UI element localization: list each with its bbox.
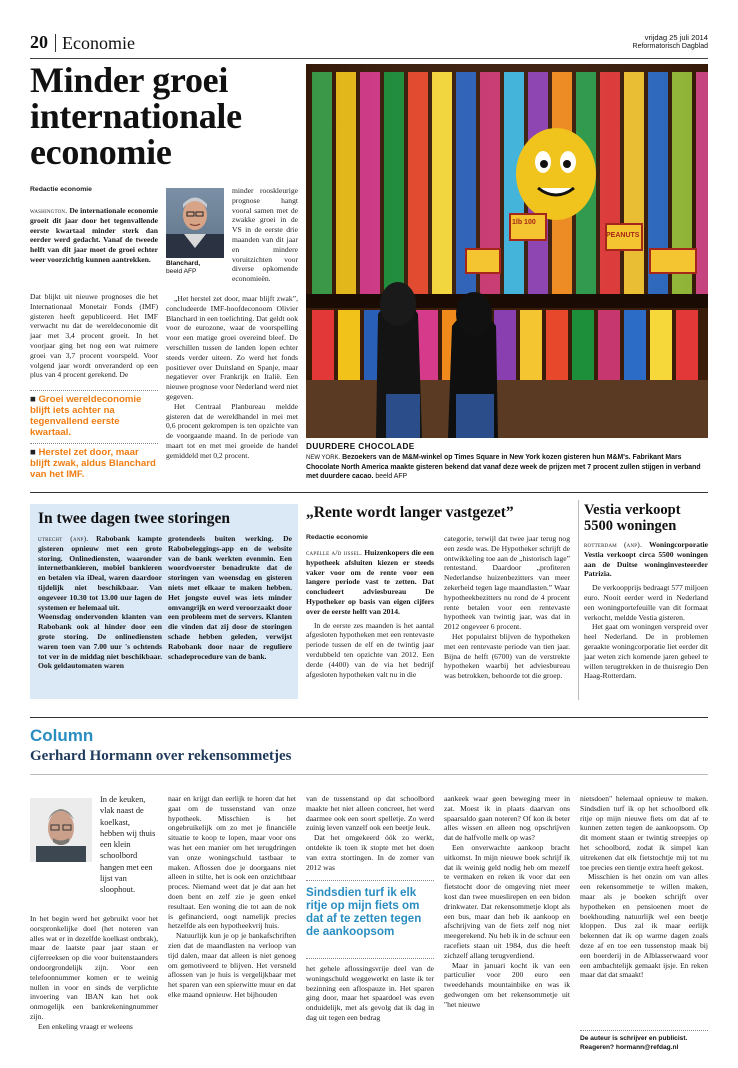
column-col-5: nietsdoen" helemaal opnieuw te maken. Sindsdien turf ik op het schoolbord elk ritje op mijn nieuwe fiets om dat af te kunnen zetten tegen de aankoopsom. Op dit moment staan er twintig streepjes op het schoolbord, zodat ik simpel kan uitrekenen dat elk fietstochtje mij tot nu toe precies een tientje extra heeft gekost. Misschien is het onzin om van alles een rekensommetje te willen maken, maar als je boeken schrijft over hypotheken en pensioenen moet de boekhouding natuurlijk wel een beetje kloppen. Dus zal ik maar eerlijk bekennen dat ik op warme dagen zoals deze af en toe een tussenstop maak bij een boerderij in de Alblasserwaard voor een ambachtelijk gemaakt ijsje. En reken maar dat dat smaakt!	[580, 794, 708, 980]
main-byline: Redactie economie	[30, 186, 92, 193]
rente-col-2: categorie, terwijl dat twee jaar terug nog een zesde was. De Hypotheker schrijft de ontwikkeling toe aan de „historisch lage” rentestand. Daardoor „profiteren Nederlandse huizenbezitters van meer zekerheid tegen lage maandlasten.” Waar hypotheekbezitters nu rond de 4 procent rente betalen voor een rentevaste hypotheek van twintig jaar, was dat in 2012 ongeveer 6 procent. Het populairst blijven de hypotheken met een rentevaste periode van tien jaar. Bijna de helft (6700) van de verstrekte hypotheken waarbij het adviesbureau was betrokken, behoorde tot die groep.	[444, 534, 570, 681]
rente-byline: Redactie economie	[306, 534, 368, 541]
portrait-illustration	[166, 188, 224, 258]
main-lead: washington. De internationale economie groeit dit jaar door het tegenvallende eerste kwartaal minder sterk dan eerder werd gedacht. Vanaf de tweede helft van dit jaar moet de groei echter weer voorzichtig kunnen aantrekken.	[30, 206, 159, 264]
photo-caption-title: DUURDERE CHOCOLADE	[306, 442, 415, 451]
bullet-1: ■ Groei wereldeconomie blijft iets achter na tegenvallend eerste kwartaal.	[30, 394, 142, 438]
storingen-col-2: grotendeels buiten werking. De Rabobeleggings-app en de website van de bank werkten evenmin. Een woordvoerster benadrukte dat de storingen van woensdag en gisteren niets met elkaar te maken hebben. Het jongste euvel was iets minder omvangrijk en werd veroorzaakt door een probleem met de servers. Klanten die vinden dat zij door de storingen schade hebben geleden, verwijst Rabobank door naar de reguliere schadeprocedure van de bank.	[168, 534, 292, 661]
vestia-body: rotterdam (anp). Woningcorporatie Vestia verkoopt circa 5500 woningen aan de Duitse woninginvesteerder Patrizia. De verkoopprijs bedraagt 577 miljoen euro. Nooit eerder werd in Nederland een woningportefeuille van dit formaat verkocht, meldde Vestia gisteren. Het gaat om woningen verspreid over heel Nederland. De in problemen geraakte woningcorporatie liet eerder dit jaar weten zich komende jaren geheel te willen terugtrekken in de thuisregio Den Haag-Rotterdam.	[584, 540, 708, 681]
bin-label-2: PEANUTS	[606, 232, 640, 239]
column-col-3b: het gehele aflossingsvrije deel van de woningschuld weggewerkt en laste ik ter bezinning een aflospauze in. Het sparen ging door, maar het spaardoel was even onduidelijk, met als gevolg dat ik dag in dag uit tegen een bedrag	[306, 964, 434, 1022]
column-footer: De auteur is schrijver en publicist. Reageren? hormann@refdag.nl	[580, 1035, 688, 1051]
vestia-headline: Vestia verkoopt 5500 woningen	[584, 502, 681, 534]
rente-col-1: capelle a/d ijssel. Huizenkopers die een hypotheek afsluiten kiezen er steeds vaker voor om de rente voor een langere periode vast te zetten. Dat concludeert adviesbureau De Hypotheker op basis van eigen cijfers over de eerste helft van 2014. In de eerste zes maanden is het aantal afgesloten hypotheken met een rentevaste periode tussen de elf en de twintig jaar verdubbeld ten opzichte van 2012. Een derde (4400) van de via het bedrijf afgesloten hypotheken valt nu in die	[306, 548, 434, 679]
column-headline: Gerhard Hormann over rekensommetjes	[30, 748, 292, 764]
blanchard-caption: Blanchard, beeld AFP	[166, 260, 201, 275]
section-title: Economie	[62, 33, 135, 53]
header-date: vrijdag 25 juli 2014	[644, 33, 708, 42]
main-body-1: Dat blijkt uit nieuwe prognoses die het Internationaal Monetair Fonds (IMF) gisteren heeft gepubliceerd. Het IMF verwacht nu dat de wereldeconomie dit jaar met 3,4 procent groeit. In het voorjaar ging het nog een wat ruimere groei van 3,7 procent voorspeld. Voor volgend jaar wordt onveranderd op een plus van 4 procent gerekend. De	[30, 292, 158, 380]
hormann-illustration	[30, 798, 92, 862]
page-header	[30, 30, 708, 58]
main-headline: Minder groei internationale economie	[30, 60, 242, 172]
mm-store-photo	[306, 64, 708, 438]
rente-headline: „Rente wordt langer vastgezet”	[306, 504, 514, 521]
mm-illustration	[306, 64, 708, 438]
column-pull-quote: Sindsdien turf ik elk ritje op mijn fiets om dat af te zetten tegen de aankoopsom	[306, 886, 422, 938]
photo-caption: DUURDERE CHOCOLADE NEW YORK. Bezoekers van de M&M-winkel op Times Square in New York kozen gisteren hun M&M's. Fabrikant Mars Chocolate North America maakte gisteren bekend dat vanaf deze week de prijzen met 7 procent zullen stijgen in verband met duurdere cacao. beeld AFP	[306, 442, 708, 481]
column-col-1: In het begin werd het gebruikt voor het oorspronkelijke doel (het noteren van alles wat er in dezelfde koelkast ontbrak), maar de laatste paar jaar staan er cijferreeksen op die voor buitenstaanders ondoorgrondelijk zijn. Voor een telefoonnummer komen er te weinig nullen in voor en sinds de verplichte invoering van IBAN kan het ook onmogelijk een bankrekeningnummer zijn. Een enkeling vraagt er weleens	[30, 914, 158, 1031]
column-label: Column	[30, 726, 94, 745]
blanchard-photo	[166, 188, 224, 258]
hormann-photo	[30, 798, 92, 862]
column-col-2: naar en krijgt dan eerlijk te horen dat het gaat om de tussenstand van onze hypotheek. Misschien is het ongebruikelijk om zo met je financiële situatie te koop te lopen, maar voor ons was het een manier om het terugdringen van onze woningschuld tastbaar te maken. Aflossen doe je doorgaans niet alleen in stilte, het is ook een onzichtbaar proces. Niemand weet dat je dat aan het doen bent en zelf zie je geen enkel resultaat. Een woning die tot aan de nok is gefinancierd, oogt namelijk precies hetzelfde als een hypotheekvrij huis. Natuurlijk kun je op je bankafschriften zien dat de maandlasten na verloop van tijd dalen, maar dat alleen is niet genoeg om gemotiveerd te blijven. Het versneld aflossen van je huis is vergelijkbaar met het sparen van een spierwitte muur en dat elke maand opnieuw. Het bijhouden	[168, 794, 296, 999]
storingen-box	[30, 504, 298, 699]
page-number: 20	[30, 32, 48, 52]
bullet-2: ■ Herstel zet door, maar blijft zwak, aldus Blanchard van het IMF.	[30, 447, 156, 480]
storingen-headline: In twee dagen twee storingen	[38, 510, 231, 527]
header-paper: Reformatorisch Dagblad	[632, 43, 708, 50]
storingen-col-1: utrecht (anp). Rabobank kampte gisteren opnieuw met een grote storing. Onlinediensten, waaronder internetbankieren, mobiel bankieren en betalen via iDeal, waren daardoor tijdelijk niet beschikbaar. Van ongeveer 10.30 tot 13.00 uur lagen de systemen er helemaal uit. Woensdag ondervonden klanten van Rabobank ook al hinder door een grote storing. De onlinediensten waren toen van 7.00 uur 's ochtends tot ver in de middag niet beschikbaar. Ook geldautomaten waren	[38, 534, 163, 671]
column-col-3: van de tussenstand op dat schoolbord maakte het niet alleen concreet, het werd daarmee ook een soort spelletje. Zo werd zuinig leven vanzelf ook een beetje leuk. Dat het omgekeerd óók zo werkt, ontdekte ik toen ik stopte met het doen van extra stortingen. In de zomer van 2012 was	[306, 794, 434, 872]
bin-label-1: 1lb 100	[512, 219, 536, 226]
column-intro: In de keuken, vlak naast de koelkast, hebben wij thuis een klein schoolbord hangen met een lijst van sloophout.	[100, 795, 156, 895]
main-body-2: minder rooskleurige prognose hangt vooral samen met de zwakke groei in de VS in de eerste drie maanden van dit jaar en mindere voruitzichten voor diverse opkomende economieën.	[232, 186, 298, 284]
main-body-3: „Het herstel zet door, maar blijft zwak”, concludeerde IMF-hoofdeconoom Olivier Blanchard in een toelichting. Dat geldt ook voor de eurozone, waar de voorspelling voor een matige groei overeind bleef. De verschillen tussen de landen lopen echter steeds verder uiteen. Zo werd het fonds positiever over Duitsland en Spanje, maar negatiever over Frankrijk en Italië. Een nieuwe prognose voor Nederland werd niet gegeven. Het Centraal Planbureau meldde gisteren dat de wereldhandel in mei met 0,6 procent gekrompen is ten opzichte van de voorgaande maand. In de periode van maart tot en met mei groeide de handel gemiddeld met 0,2 procent.	[166, 294, 298, 460]
column-col-4: aankeek waar geen beweging meer in zat. Moest ik in plaats daarvan ons spaarsaldo gaan noteren? Of kon ik beter alles wissen en alleen nog opschrijven dat de halfvolle melk op was? Een onverwachte aankoop bracht uitkomst. In mijn nieuwe boek schrijf ik dat ik weinig geld nodig heb om mezelf te vermaken en reken ik voor dat een fietstocht door de omgeving niet meer kost dan twee mueslirepen en een bidon drinkwater. Dat rekensommetje klopt als een bus, maar dan heb ik aankoop en afschrijving van de fiets zelf nog niet meegerekend. Nu heb ik in de schuur een racefiets staan uit 1984, dus die heeft zichzelf allang terugverdiend. Maar in januari kocht ik van een particulier voor 200 euro een tweedehands mountainbike en was ik gedwongen om het rekensommetje uit "het nieuwe	[444, 794, 570, 1009]
